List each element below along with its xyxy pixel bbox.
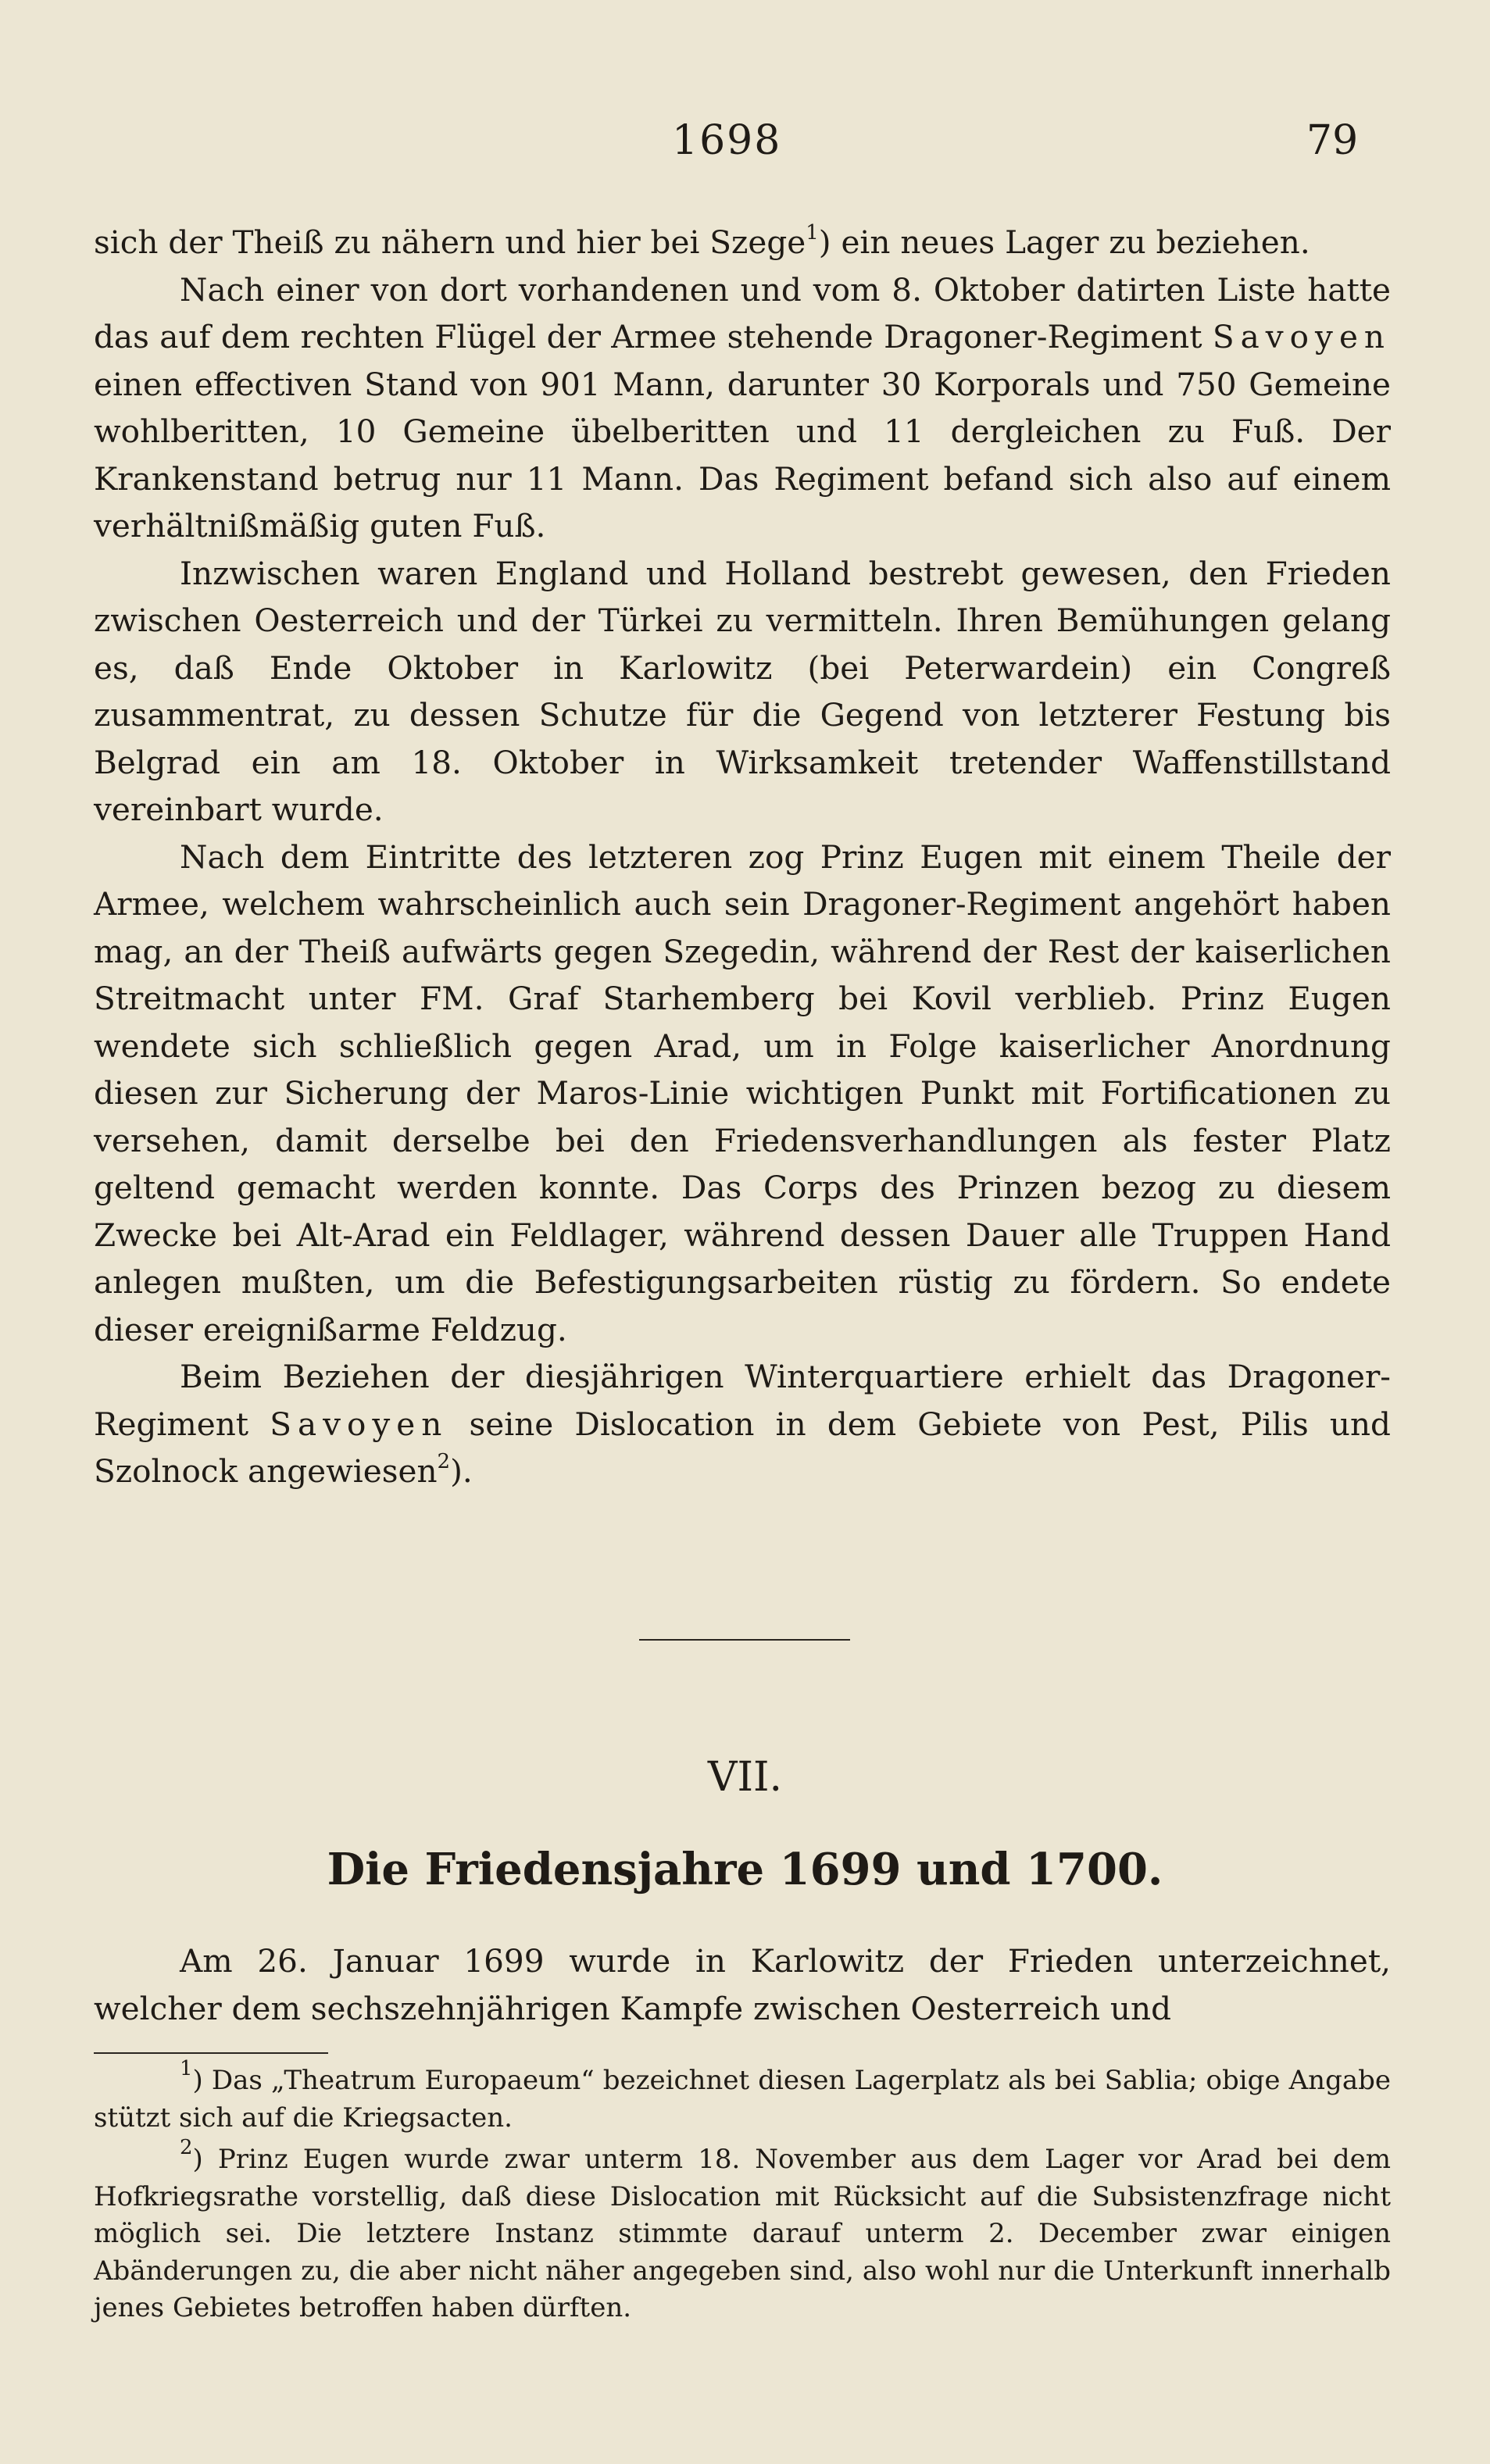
- spaced-name: Savoyen: [1212, 318, 1391, 355]
- footnote-marker: 2: [180, 2136, 193, 2159]
- paragraph-2: Nach einer von dort vorhandenen und vom 8. Oktober datirten Liste hatte das auf dem rechten Flügel der Armee stehende Dragoner-Regiment Savoyen einen effectiven Stand von 901 Mann, darunter 30 Korporals und 750 Gemeine wohlberitten, 10 Gemeine übelberitten und 11 dergleichen zu Fuß. Der Krankenstand betrug nur 11 Mann. Das Regiment befand sich also auf einem verhältnißmäßig guten Fuß.: [94, 270, 1391, 545]
- footnote-2: $^2$) Prinz Eugen wurde zwar unterm 18. November aus dem Lager vor Arad bei dem Hofkriegsrathe vorstellig, daß diese Dislocation mit Rücksicht auf die Subsistenzfrage nicht möglich sei. Die letztere Instanz stimmte darauf unterm 2. December zwar einigen Abänderungen zu, die aber nicht näher angegeben sind, also wohl nur die Unterkunft innerhalb jenes Gebietes betroffen haben dürften.: [94, 2136, 1391, 2323]
- paragraph-5: Beim Beziehen der diesjährigen Winterquartiere erhielt das Dragoner-Regiment Savoyen seine Dislocation in dem Gebiete von Pest, Pilis und Szolnock angewiesen$^2$).: [94, 1358, 1391, 1490]
- header-year: 1698: [672, 117, 782, 164]
- footnote-divider: [94, 2052, 328, 2054]
- footnote-ref-1: 1: [806, 221, 819, 245]
- chapter-title: Die Friedensjahre 1699 und 1700.: [327, 1844, 1163, 1895]
- footnote-1: $^1$) Das „Theatrum Europaeum“ bezeichnet diesen Lagerplatz als bei Sablia; obige Angabe stützt sich auf die Kriegsacten.: [94, 2057, 1391, 2134]
- paragraph-1: sich der Theiß zu nähern und hier bei Szege$^1$) ein neues Lager zu beziehen.: [94, 221, 1310, 261]
- spaced-name: Savoyen: [270, 1405, 448, 1443]
- chapter-paragraph: Am 26. Januar 1699 wurde in Karlowitz der Frieden unterzeichnet, welcher dem sechszehnjährigen Kampfe zwischen Oesterreich und: [94, 1942, 1391, 2027]
- footnote-marker: 1: [180, 2057, 193, 2080]
- section-divider: [639, 1639, 850, 1641]
- footnotes: [94, 2057, 1391, 2327]
- page-number: 79: [1306, 117, 1359, 164]
- chapter-text: [94, 1937, 1391, 2032]
- paragraph-4: Nach dem Eintritte des letzteren zog Prinz Eugen mit einem Theile der Armee, welchem wahrscheinlich auch sein Dragoner-Regiment angehört haben mag, an der Theiß aufwärts gegen Szegedin, während der Rest der kaiserlichen Streitmacht unter FM. Graf Starhemberg bei Kovil verblieb. Prinz Eugen wendete sich schließlich gegen Arad, um in Folge kaiserlicher Anordnung diesen zur Sicherung der Maros-Linie wichtigen Punkt mit Fortificationen zu versehen, damit derselbe bei den Friedensverhandlungen als fester Platz geltend gemacht werden konnte. Das Corps des Prinzen bezog zu diesem Zwecke bei Alt-Arad ein Feldlager, während dessen Dauer alle Truppen Hand anlegen mußten, um die Befestigungsarbeiten rüstig zu fördern. So endete dieser ereignißarme Feldzug.: [94, 837, 1391, 1348]
- main-text: [94, 219, 1391, 1495]
- footnote-ref-2: 2: [437, 1450, 451, 1473]
- chapter-number: VII.: [707, 1754, 783, 1801]
- paragraph-3: Inzwischen waren England und Holland bestrebt gewesen, den Frieden zwischen Oesterreich und der Türkei zu vermitteln. Ihren Bemühungen gelang es, daß Ende Oktober in Karlowitz (bei Peterwardein) ein Congreß zusammentrat, zu dessen Schutze für die Gegend von letzterer Festung bis Belgrad ein am 18. Oktober in Wirksamkeit tretender Waffenstillstand vereinbart wurde.: [94, 554, 1391, 828]
- running-header: [0, 117, 1490, 172]
